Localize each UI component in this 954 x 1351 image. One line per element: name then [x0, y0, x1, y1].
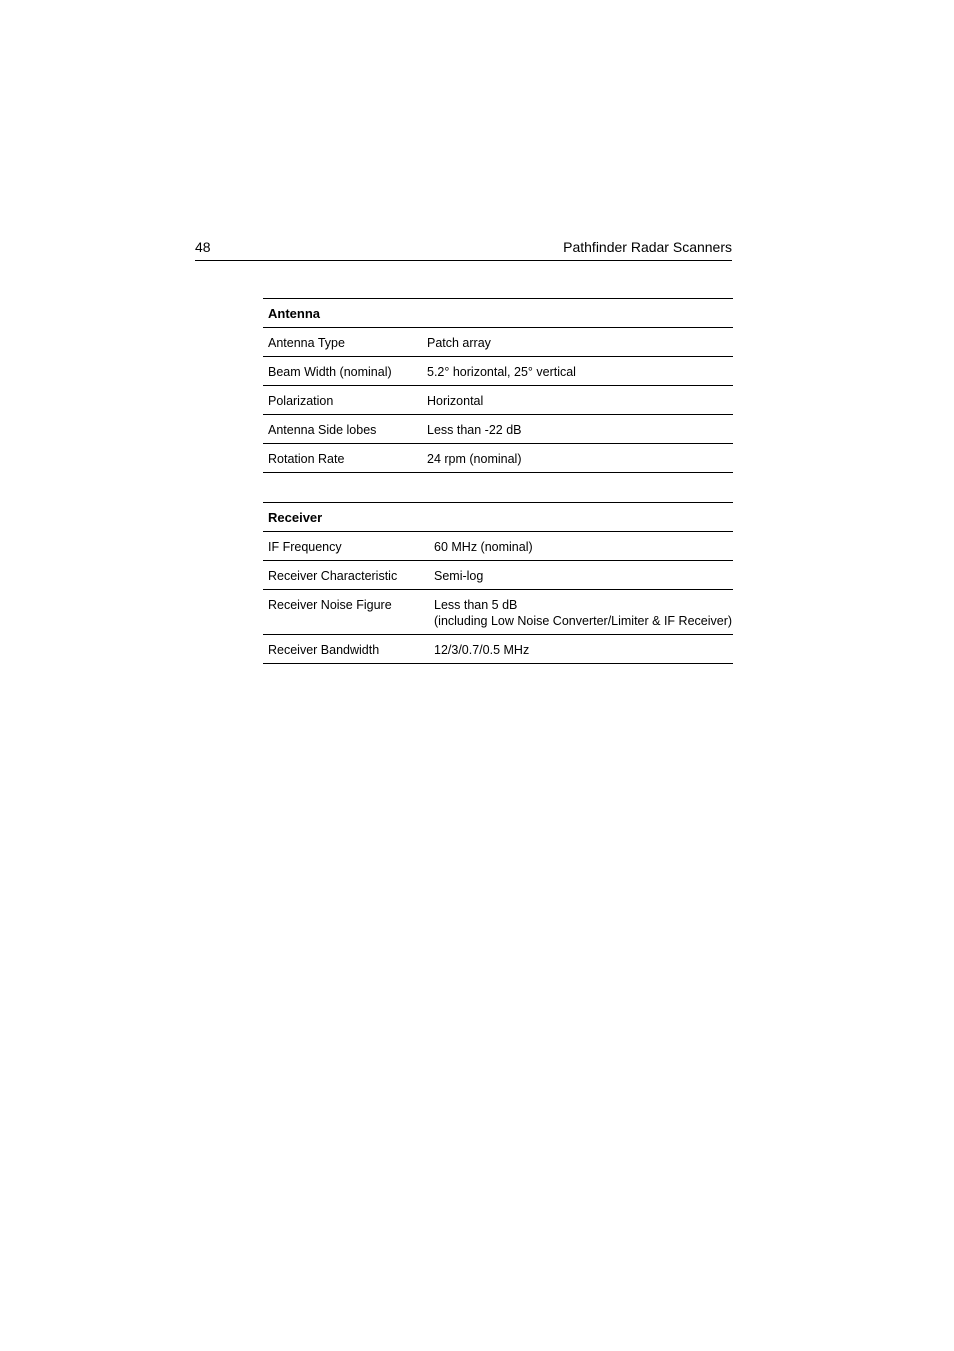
spec-value-line: Less than 5 dB [434, 598, 518, 612]
table-row [263, 415, 733, 444]
receiver-heading-text: Receiver [268, 510, 323, 525]
spec-label: Antenna Type [268, 336, 345, 350]
spec-value-note: (including Low Noise Converter/Limiter & IF Receiver) [434, 614, 733, 628]
spec-value: Semi-log [434, 569, 484, 583]
page-number: 48 [195, 239, 211, 255]
spec-label: Receiver Noise Figure [268, 598, 392, 612]
table-row [263, 328, 733, 357]
antenna-heading-text: Antenna [268, 306, 320, 321]
table-row [263, 635, 733, 664]
spec-label: Beam Width (nominal) [268, 365, 392, 379]
table-row [263, 532, 733, 561]
spec-label: Polarization [268, 394, 334, 408]
spec-value: Horizontal [427, 394, 484, 408]
spec-label: Rotation Rate [268, 452, 345, 466]
spec-label: Receiver Bandwidth [268, 643, 380, 657]
spec-value: 12/3/0.7/0.5 MHz [434, 643, 530, 657]
spec-value: 24 rpm (nominal) [427, 452, 522, 466]
spec-label: Receiver Characteristic [268, 569, 398, 583]
antenna-section-heading [263, 299, 733, 328]
receiver-section-heading [263, 503, 733, 532]
table-row [263, 357, 733, 386]
table-row [263, 561, 733, 590]
spec-value: Less than -22 dB [427, 423, 522, 437]
spec-value: 60 MHz (nominal) [434, 540, 533, 554]
spec-label: IF Frequency [268, 540, 342, 554]
spec-value: Patch array [427, 336, 491, 350]
table-row [263, 386, 733, 415]
spec-value: 5.2° horizontal, 25° vertical [427, 365, 576, 379]
table-row [263, 444, 733, 473]
page-header [195, 236, 732, 261]
receiver-spec-table [263, 502, 733, 664]
spec-label: Antenna Side lobes [268, 423, 377, 437]
table-row [263, 590, 733, 635]
running-title: Pathfinder Radar Scanners [563, 239, 732, 255]
antenna-spec-table [263, 298, 733, 473]
spec-value [434, 597, 732, 629]
